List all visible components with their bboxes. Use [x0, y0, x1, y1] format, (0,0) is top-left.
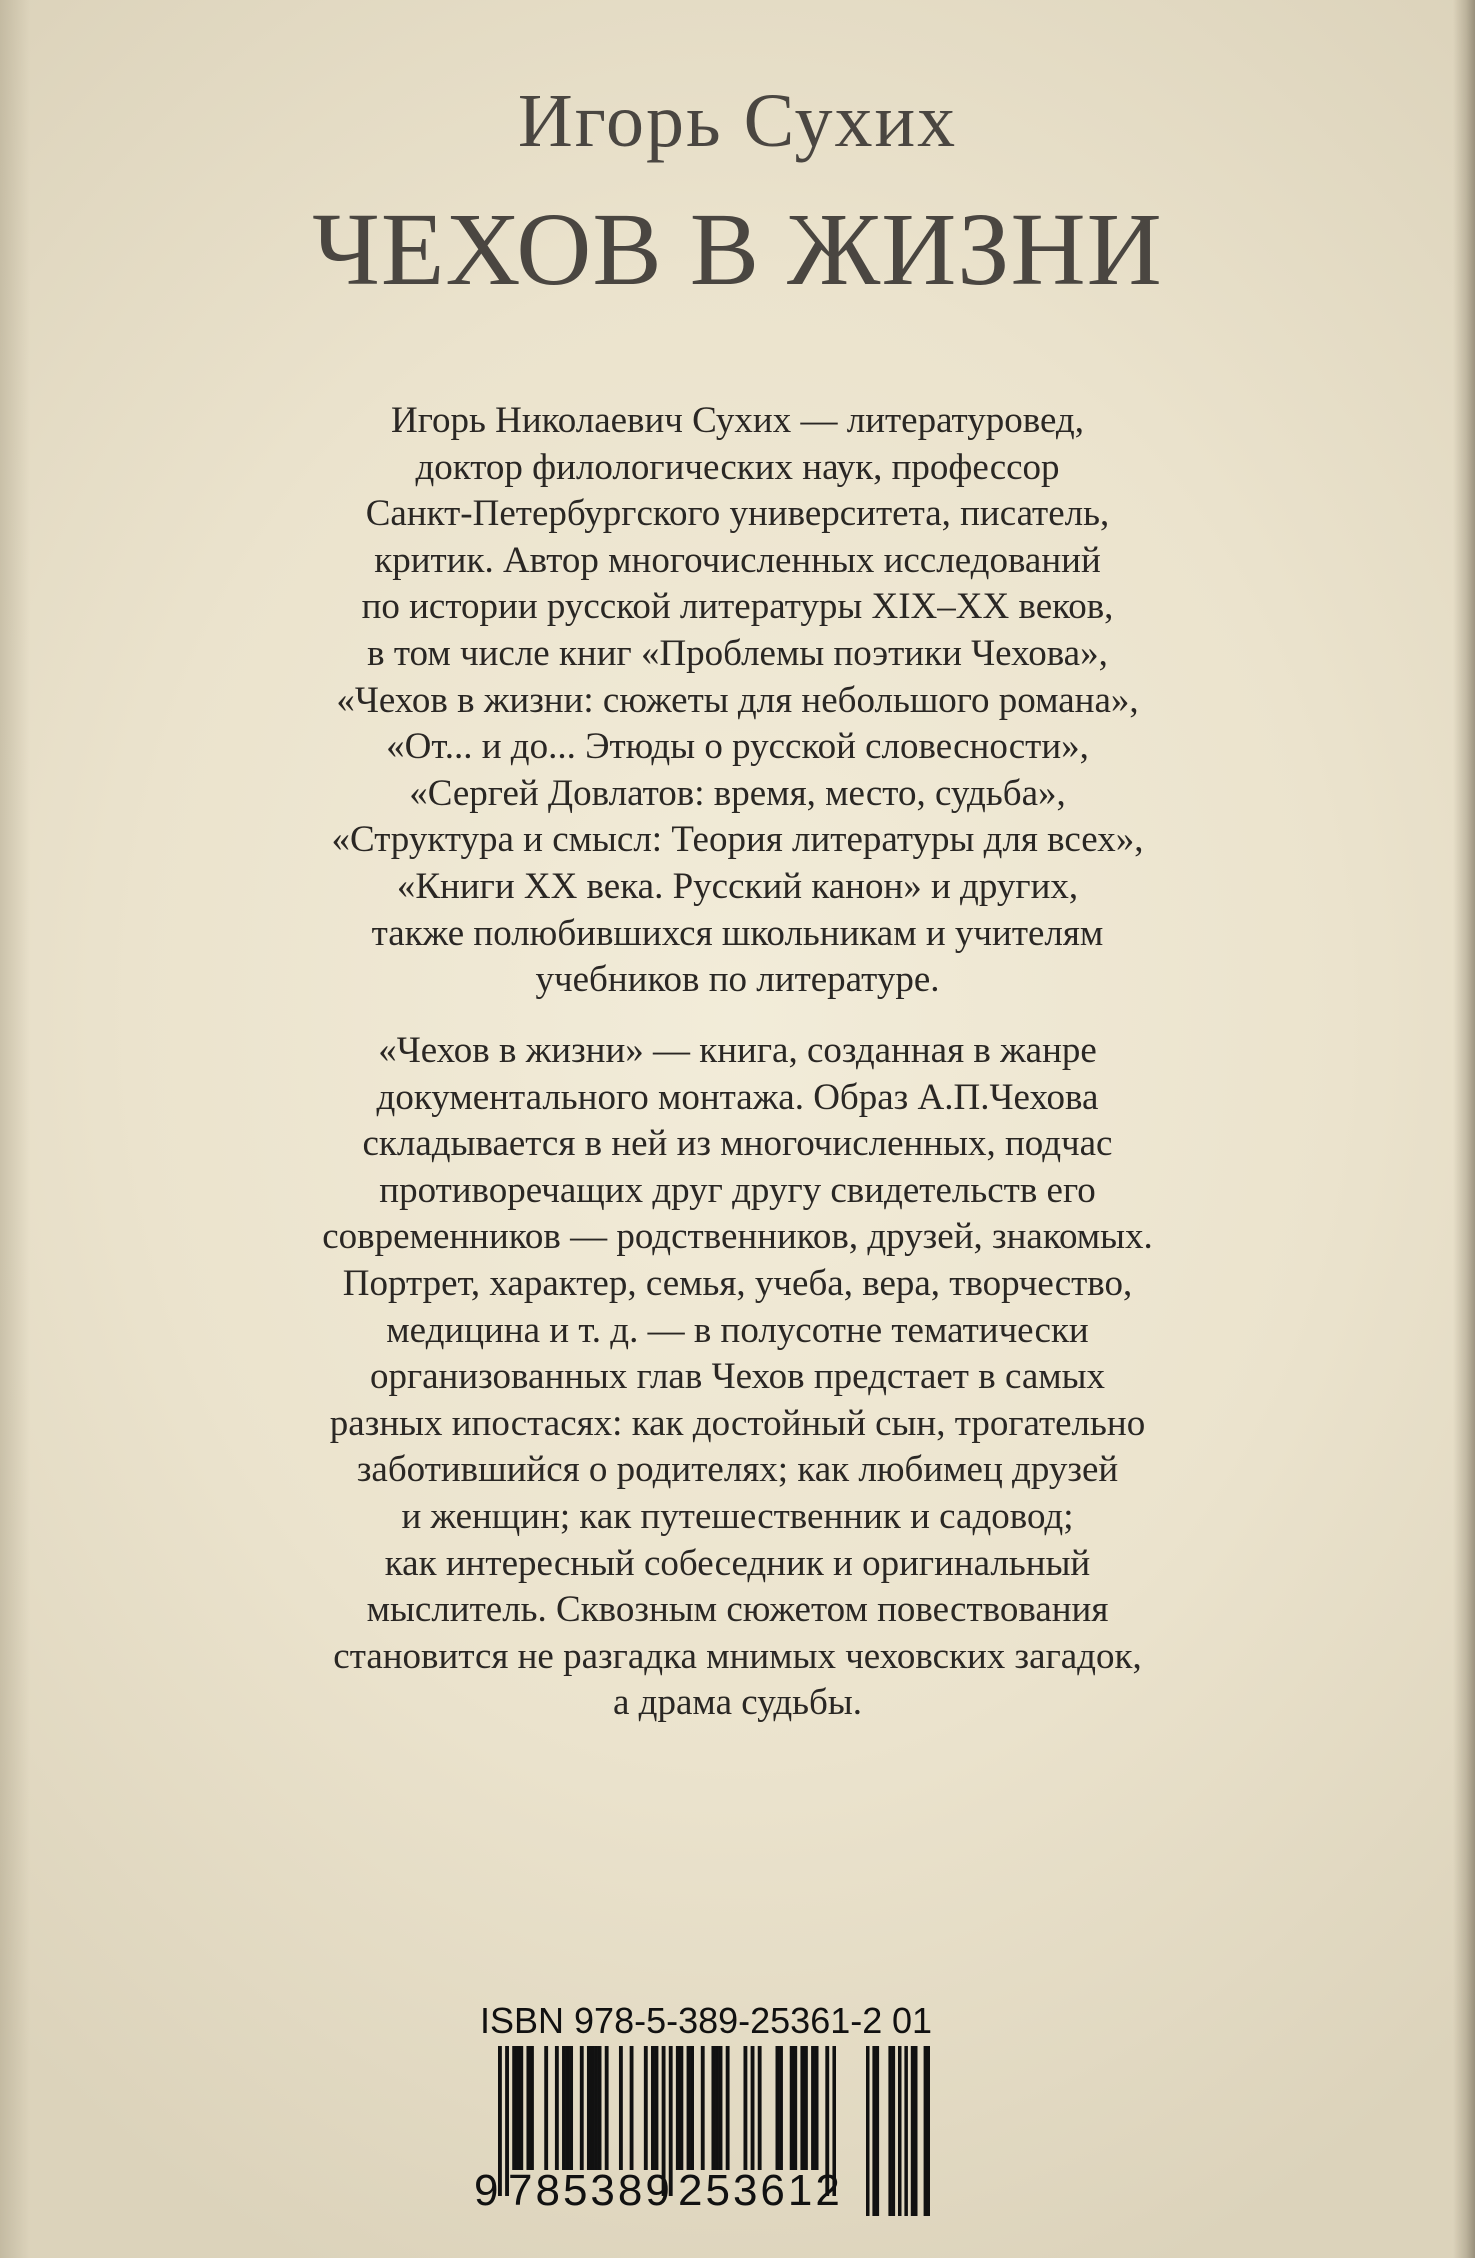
barcode-addon-bar: [872, 2046, 876, 2216]
barcode-bar: [800, 2046, 804, 2170]
barcode-bar: [562, 2046, 566, 2170]
annotation-line: становится не разгадка мнимых чеховских загадок,: [333, 1635, 1142, 1677]
barcode-bar: [701, 2046, 705, 2170]
bio-line: в том числе книг «Проблемы поэтики Чехова»,: [367, 632, 1108, 674]
barcode-bar: [591, 2046, 595, 2170]
barcode-bar: [580, 2046, 584, 2170]
isbn-barcode: [474, 2000, 934, 2220]
bio-line: критик. Автор многочисленных исследований: [374, 539, 1101, 581]
bio-line: также полюбившихся школьникам и учителям: [371, 912, 1104, 954]
barcode-bar: [779, 2046, 783, 2170]
bio-line: «Чехов в жизни: сюжеты для небольшого романа»,: [336, 679, 1139, 721]
barcode-bar: [598, 2046, 602, 2170]
barcode-addon-bar: [927, 2046, 930, 2216]
barcode-bar: [690, 2046, 694, 2170]
barcode-bar: [719, 2046, 723, 2170]
barcode-bar: [594, 2046, 598, 2170]
bio-line: «От... и до... Этюды о русской словесности»,: [386, 726, 1089, 768]
barcode-bar: [569, 2046, 573, 2170]
barcode-bar: [605, 2046, 609, 2170]
barcode-bar: [655, 2046, 659, 2170]
barcode-bar: [711, 2046, 715, 2170]
barcode-addon-bar: [904, 2046, 908, 2216]
barcode-bar: [526, 2046, 530, 2170]
bio-line: по истории русской литературы XIX–XX веков,: [361, 586, 1114, 628]
annotation-line: мыслитель. Сквозным сюжетом повествования: [366, 1589, 1109, 1631]
barcode-bar: [751, 2046, 755, 2170]
annotation-line: заботившийся о родителях; как любимец друзей: [356, 1449, 1119, 1491]
barcode-addon-bar: [866, 2046, 870, 2216]
barcode-bar: [516, 2046, 520, 2170]
isbn-label: ISBN 978-5-389-25361-2: [480, 2000, 883, 2041]
barcode-bar: [758, 2046, 762, 2170]
annotation-line: как интересный собеседник и оригинальный: [384, 1542, 1091, 1584]
annotation-line: а драма судьбы.: [613, 1682, 862, 1724]
barcode-bar: [687, 2046, 691, 2170]
barcode-bar: [776, 2046, 780, 2170]
barcode-bar: [566, 2046, 570, 2170]
barcode-bar: [676, 2046, 680, 2170]
barcode-bar: [679, 2046, 683, 2170]
barcode-addon-code: 01: [892, 2000, 933, 2041]
barcode-addon-bar: [888, 2046, 892, 2216]
cover-edge: [1453, 0, 1475, 2258]
bio-line: «Структура и смысл: Теория литературы для всех»,: [331, 819, 1144, 861]
barcode-bar: [544, 2046, 548, 2170]
barcode-bar: [651, 2046, 655, 2170]
barcode-bar: [630, 2046, 634, 2170]
annotation-line: и женщин; как путешественник и садовод;: [401, 1495, 1074, 1537]
book-annotation: [110, 1028, 1365, 1727]
annotation-line: медицина и т. д. — в полусотне тематически: [386, 1309, 1089, 1351]
barcode-left-digits: 785389: [508, 2166, 673, 2215]
barcode-addon-bar: [914, 2046, 918, 2216]
barcode-bar: [512, 2046, 516, 2170]
barcode-addon-bar: [876, 2046, 880, 2216]
barcode-bar: [715, 2046, 719, 2170]
bio-line: Игорь Николаевич Сухих — литературовед,: [391, 400, 1084, 441]
barcode-bar: [790, 2046, 794, 2170]
barcode-bar: [815, 2046, 819, 2170]
barcode-bar: [555, 2046, 559, 2170]
barcode-bar: [644, 2046, 648, 2170]
annotation-line: Портрет, характер, семья, учеба, вера, творчество,: [342, 1262, 1133, 1304]
barcode-bar: [498, 2046, 502, 2196]
author-bio: [110, 398, 1365, 1004]
annotation-line: «Чехов в жизни» — книга, созданная в жанре: [378, 1030, 1097, 1071]
barcode-right-digits: 253612: [678, 2166, 843, 2215]
annotation-line: современников — родственников, друзей, знакомых.: [322, 1216, 1153, 1258]
cover-shadow: [0, 0, 30, 2258]
bio-line: доктор филологических наук, профессор: [415, 446, 1060, 488]
barcode-bar: [619, 2046, 623, 2170]
barcode-addon-bar: [892, 2046, 896, 2216]
barcode-bar: [804, 2046, 808, 2170]
barcode-bar: [530, 2046, 534, 2170]
barcode-addon-bar: [911, 2046, 915, 2216]
annotation-line: документального монтажа. Образ А.П.Чехова: [376, 1076, 1099, 1118]
bio-line: «Сергей Довлатов: время, место, судьба»,: [409, 772, 1066, 814]
annotation-line: складывается в ней из многочисленных, подчас: [362, 1123, 1113, 1165]
author-name: Игорь Сухих: [517, 79, 958, 163]
book-title: ЧЕХОВ В ЖИЗНИ: [312, 192, 1163, 307]
barcode-bar: [726, 2046, 730, 2170]
barcode-bar: [811, 2046, 815, 2170]
barcode-bar: [793, 2046, 797, 2170]
barcode-lead-digit: 9: [474, 2166, 499, 2215]
bio-line: Санкт-Петербургского университета, писатель,: [365, 493, 1110, 535]
bio-line: учебников по литературе.: [535, 959, 940, 1001]
barcode-bar: [743, 2046, 747, 2170]
barcode-addon-bar: [898, 2046, 902, 2216]
barcode-addon-bar: [924, 2046, 928, 2216]
annotation-line: противоречащих друг другу свидетельств его: [379, 1169, 1096, 1211]
annotation-line: разных ипостасях: как достойный сын, трогательно: [329, 1402, 1146, 1444]
barcode-bar: [519, 2046, 523, 2170]
annotation-line: организованных глав Чехов предстает в самых: [369, 1356, 1106, 1398]
barcode-bar: [587, 2046, 591, 2170]
barcode-addon-bars: [866, 2046, 930, 2216]
bio-line: «Книги XX века. Русский канон» и других,: [396, 865, 1079, 907]
